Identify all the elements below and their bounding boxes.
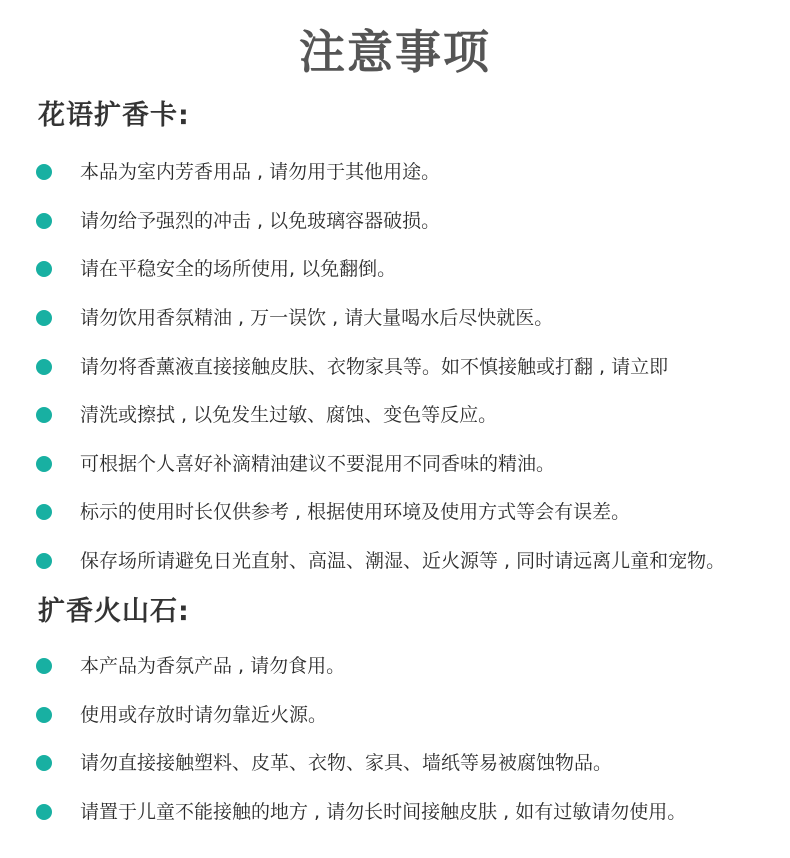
list-item-text: 可根据个人喜好补滴精油建议不要混用不同香味的精油。 xyxy=(80,452,556,475)
bullet-dot-icon xyxy=(36,804,52,820)
list-item-text: 请勿直接接触塑料、皮革、衣物、家具、墙纸等易被腐蚀物品。 xyxy=(80,752,613,775)
list-item-text: 请勿给予强烈的冲击 , 以免玻璃容器破损。 xyxy=(80,209,441,232)
list-item xyxy=(36,197,786,246)
section-heading-volcanic-stone: 扩香火山石: xyxy=(38,596,190,627)
diffuser-card-notice-list xyxy=(36,148,786,585)
bullet-dot-icon xyxy=(36,261,52,277)
section-heading-diffuser-card: 花语扩香卡: xyxy=(38,100,190,131)
list-item-text: 请勿饮用香氛精油 , 万一误饮 , 请大量喝水后尽快就医。 xyxy=(80,307,554,330)
list-item-text: 清洗或擦拭 , 以免发生过敏、腐蚀、变色等反应。 xyxy=(80,404,498,427)
list-item xyxy=(36,488,786,537)
bullet-dot-icon xyxy=(36,504,52,520)
list-item xyxy=(36,537,786,586)
list-item xyxy=(36,440,786,489)
list-item-text: 标示的使用时长仅供参考 , 根据使用环境及使用方式等会有误差。 xyxy=(80,501,631,524)
bullet-dot-icon xyxy=(36,755,52,771)
list-item-text: 本品为室内芳香用品 , 请勿用于其他用途。 xyxy=(80,161,441,184)
list-item xyxy=(36,342,786,391)
bullet-dot-icon xyxy=(36,553,52,569)
list-item xyxy=(36,294,786,343)
list-item-text: 请勿将香薰液直接接触皮肤、衣物家具等。如不慎接触或打翻 , 请立即 xyxy=(80,355,669,378)
bullet-dot-icon xyxy=(36,456,52,472)
list-item-text: 保存场所请避免日光直射、高温、潮湿、近火源等 , 同时请远离儿童和宠物。 xyxy=(80,550,726,573)
bullet-dot-icon xyxy=(36,359,52,375)
page-title: 注意事项 xyxy=(299,25,491,79)
bullet-dot-icon xyxy=(36,407,52,423)
list-item xyxy=(36,391,786,440)
list-item-text: 本产品为香氛产品 , 请勿食用。 xyxy=(80,655,346,678)
volcanic-stone-notice-list xyxy=(36,642,786,836)
list-item-text: 请置于儿童不能接触的地方 , 请勿长时间接触皮肤 , 如有过敏请勿使用。 xyxy=(80,801,687,824)
list-item xyxy=(36,245,786,294)
list-item-text: 使用或存放时请勿靠近火源。 xyxy=(80,703,328,726)
bullet-dot-icon xyxy=(36,310,52,326)
list-item xyxy=(36,642,786,691)
list-item xyxy=(36,691,786,740)
list-item xyxy=(36,788,786,837)
bullet-dot-icon xyxy=(36,707,52,723)
bullet-dot-icon xyxy=(36,658,52,674)
list-item xyxy=(36,148,786,197)
bullet-dot-icon xyxy=(36,164,52,180)
list-item-text: 请在平稳安全的场所使用, 以免翻倒。 xyxy=(80,258,397,281)
bullet-dot-icon xyxy=(36,213,52,229)
list-item xyxy=(36,739,786,788)
